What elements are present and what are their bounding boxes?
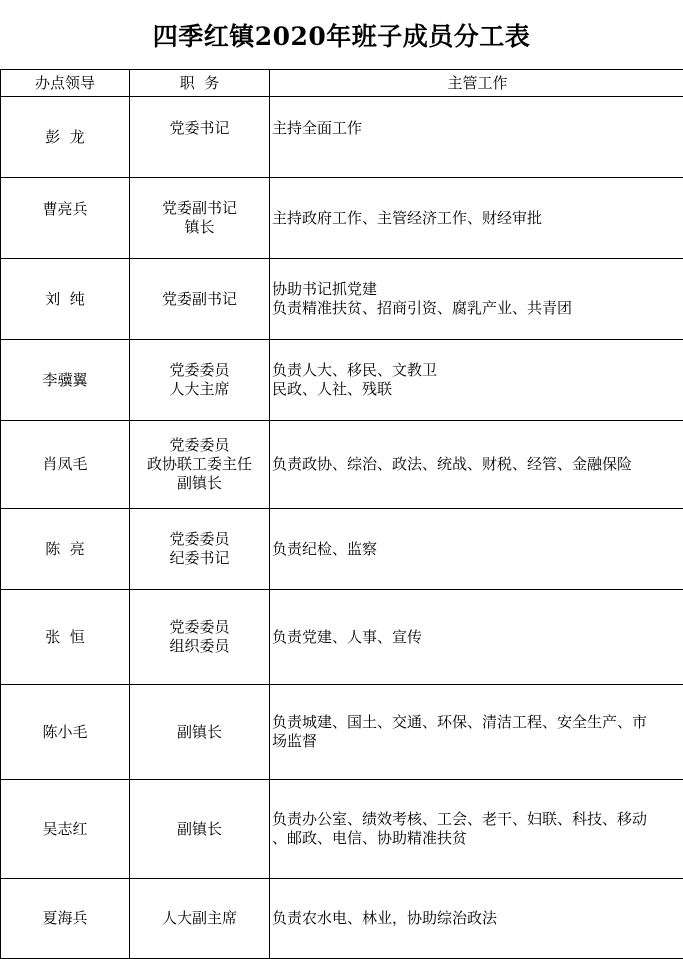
table-row	[1, 178, 683, 259]
leader-work: 负责政协、综治、政法、统战、财税、经管、金融保险	[270, 421, 683, 509]
leader-work: 协助书记抓党建 负责精准扶贫、招商引资、腐乳产业、共青团	[270, 259, 683, 340]
page-title: 四季红镇2020年班子成员分工表	[152, 21, 531, 51]
table-row	[1, 780, 683, 879]
leader-post: 副镇长	[130, 780, 270, 879]
table-header-row	[1, 70, 683, 97]
leader-name: 陈 亮	[1, 509, 130, 590]
leader-post: 党委委员 纪委书记	[130, 509, 270, 590]
leader-name: 肖凤毛	[1, 421, 130, 509]
leader-name: 吴志红	[1, 780, 130, 879]
leader-name: 曹亮兵	[1, 178, 130, 259]
leader-name: 张 恒	[1, 590, 130, 685]
leader-work: 负责党建、人事、宣传	[270, 590, 683, 685]
assignment-table	[0, 69, 683, 959]
leader-work: 负责农水电、林业，协助综治政法	[270, 879, 683, 959]
leader-name: 彭 龙	[1, 97, 130, 178]
header-leader: 办点领导	[1, 70, 130, 97]
header-post: 职 务	[130, 70, 270, 97]
leader-name: 陈小毛	[1, 685, 130, 780]
table-row	[1, 340, 683, 421]
leader-work: 负责办公室、绩效考核、工会、老干、妇联、科技、移动 、邮政、电信、协助精准扶贫	[270, 780, 683, 879]
table-row	[1, 259, 683, 340]
leader-post: 党委委员 政协联工委主任 副镇长	[130, 421, 270, 509]
table-row	[1, 421, 683, 509]
table-row	[1, 509, 683, 590]
leader-name: 夏海兵	[1, 879, 130, 959]
table-row	[1, 590, 683, 685]
leader-work: 主持全面工作	[270, 97, 683, 178]
leader-work: 主持政府工作、主管经济工作、财经审批	[270, 178, 683, 259]
leader-post: 党委副书记	[130, 259, 270, 340]
leader-work: 负责城建、国土、交通、环保、清洁工程、安全生产、市 场监督	[270, 685, 683, 780]
leader-work: 负责人大、移民、文教卫 民政、人社、残联	[270, 340, 683, 421]
leader-post: 副镇长	[130, 685, 270, 780]
leader-post: 党委书记	[130, 97, 270, 178]
leader-post: 党委副书记 镇长	[130, 178, 270, 259]
leader-work: 负责纪检、监察	[270, 509, 683, 590]
leader-name: 刘 纯	[1, 259, 130, 340]
leader-post: 党委委员 组织委员	[130, 590, 270, 685]
header-work: 主管工作	[270, 70, 683, 97]
table-row	[1, 879, 683, 959]
table-row	[1, 97, 683, 178]
leader-post: 人大副主席	[130, 879, 270, 959]
table-row	[1, 685, 683, 780]
leader-post: 党委委员 人大主席	[130, 340, 270, 421]
leader-name: 李骥翼	[1, 340, 130, 421]
